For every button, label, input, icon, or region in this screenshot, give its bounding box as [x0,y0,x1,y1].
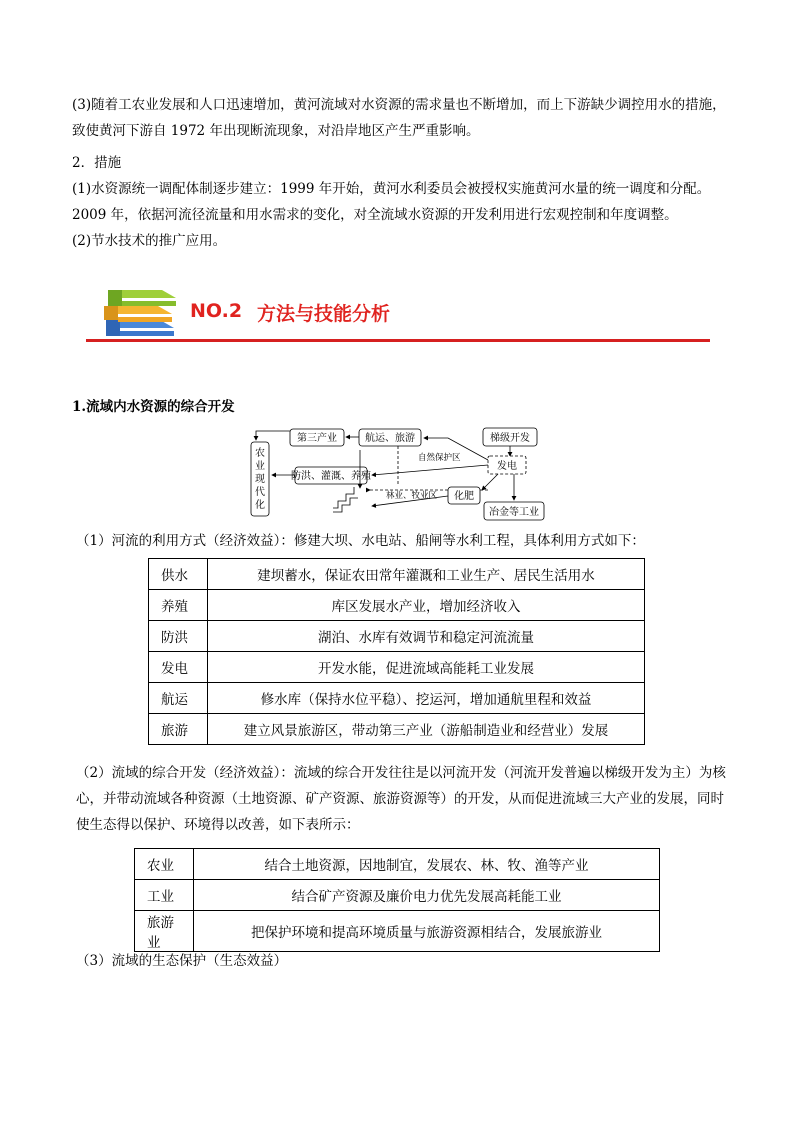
river-use-key-cell: 航运 [149,683,208,714]
reserve-label: 自然保护区 [418,453,461,463]
power-label: 发电 [497,461,517,472]
paragraph-measures-heading: 2．措施 [72,155,122,171]
river-use-row [149,621,645,652]
fertilizer-label: 化肥 [454,491,474,502]
tertiary-label: 第三产业 [297,433,337,444]
flood-label: 防洪、灌溉、养殖 [291,471,371,482]
river-use-value-cell: 修水库（保持水位平稳）、挖运河，增加通航里程和效益 [208,683,645,714]
section-title: 1.流域内水资源的综合开发 [72,399,235,415]
paragraph-measure-1: (1)水资源统一调配体制逐步建立：1999 年开始，黄河水利委员会被授权实施黄河水量的统一调度和分配。2009 年，依据河流径流量和用水需求的变化，对全流域水资源的开发利用进行宏观控制和年度调整。 [72,181,711,223]
comprehensive-value-cell: 把保护环境和提高环境质量与旅游资源相结合，发展旅游业 [194,911,660,952]
river-use-row [149,652,645,683]
intro-ecology: （3）流域的生态保护（生态效益） [76,953,288,969]
river-use-value-cell: 建立风景旅游区，带动第三产业（游船制造业和经营业）发展 [208,714,645,745]
comprehensive-row [135,849,660,880]
watershed-development-diagram [248,422,548,522]
river-use-row [149,590,645,621]
books-icon [100,282,178,340]
comprehensive-row [135,911,660,952]
comprehensive-table [134,848,660,952]
river-use-value-cell: 库区发展水产业，增加经济收入 [208,590,645,621]
agri-char-1: 农 [255,448,265,459]
river-use-key-cell: 养殖 [149,590,208,621]
cascade-label: 梯级开发 [490,433,530,444]
paragraph-cause-3: (3)随着工农业发展和人口迅速增加，黄河流域对水资源的需求量也不断增加，而上下游缺少调控用水的措施，致使黄河下游自 1972 年出现断流现象，对沿岸地区产生严重影响。 [72,97,726,139]
agri-char-5: 化 [255,500,265,511]
agri-char-2: 业 [255,461,265,472]
comprehensive-key-cell: 农业 [135,849,194,880]
banner-divider [86,339,710,342]
comprehensive-key-cell: 工业 [135,880,194,911]
river-use-key-cell: 供水 [149,559,208,590]
river-use-value-cell: 湖泊、水库有效调节和稳定河流流量 [208,621,645,652]
paragraph-measure-2: (2)节水技术的推广应用。 [72,233,227,249]
comprehensive-value-cell: 结合矿产资源及廉价电力优先发展高耗能工业 [194,880,660,911]
comprehensive-row [135,880,660,911]
river-use-value-cell: 建坝蓄水，保证农田常年灌溉和工业生产、居民生活用水 [208,559,645,590]
river-use-row [149,559,645,590]
river-use-key-cell: 旅游 [149,714,208,745]
agri-char-3: 现 [255,474,265,485]
river-use-value-cell: 开发水能，促进流域高能耗工业发展 [208,652,645,683]
river-use-row [149,683,645,714]
banner-number: NO.2 [190,300,243,322]
agri-char-4: 代 [255,487,265,498]
shipping-label: 航运、旅游 [365,433,415,444]
forest-label: 林业、牧业区 [386,491,438,501]
comprehensive-key-cell: 旅游业 [135,911,194,952]
intro-comprehensive: （2）流域的综合开发（经济效益）：流域的综合开发往往是以河流开发（河流开发普遍以梯级开发为主）为核心，并带动流域各种资源（土地资源、矿产资源、旅游资源等）的开发，从而促进流域三大产业的发展，同时使生态得以保护、环境得以改善，如下表所示： [76,765,726,833]
section-banner [100,278,720,348]
metallurgy-label: 冶金等工业 [489,507,539,518]
river-use-key-cell: 防洪 [149,621,208,652]
river-use-row [149,714,645,745]
intro-river-use: （1）河流的利用方式（经济效益）：修建大坝、水电站、船闸等水利工程，具体利用方式如下： [76,533,645,549]
comprehensive-value-cell: 结合土地资源，因地制宜，发展农、林、牧、渔等产业 [194,849,660,880]
river-use-key-cell: 发电 [149,652,208,683]
river-use-table [148,558,645,745]
banner-title: 方法与技能分析 [257,303,391,325]
